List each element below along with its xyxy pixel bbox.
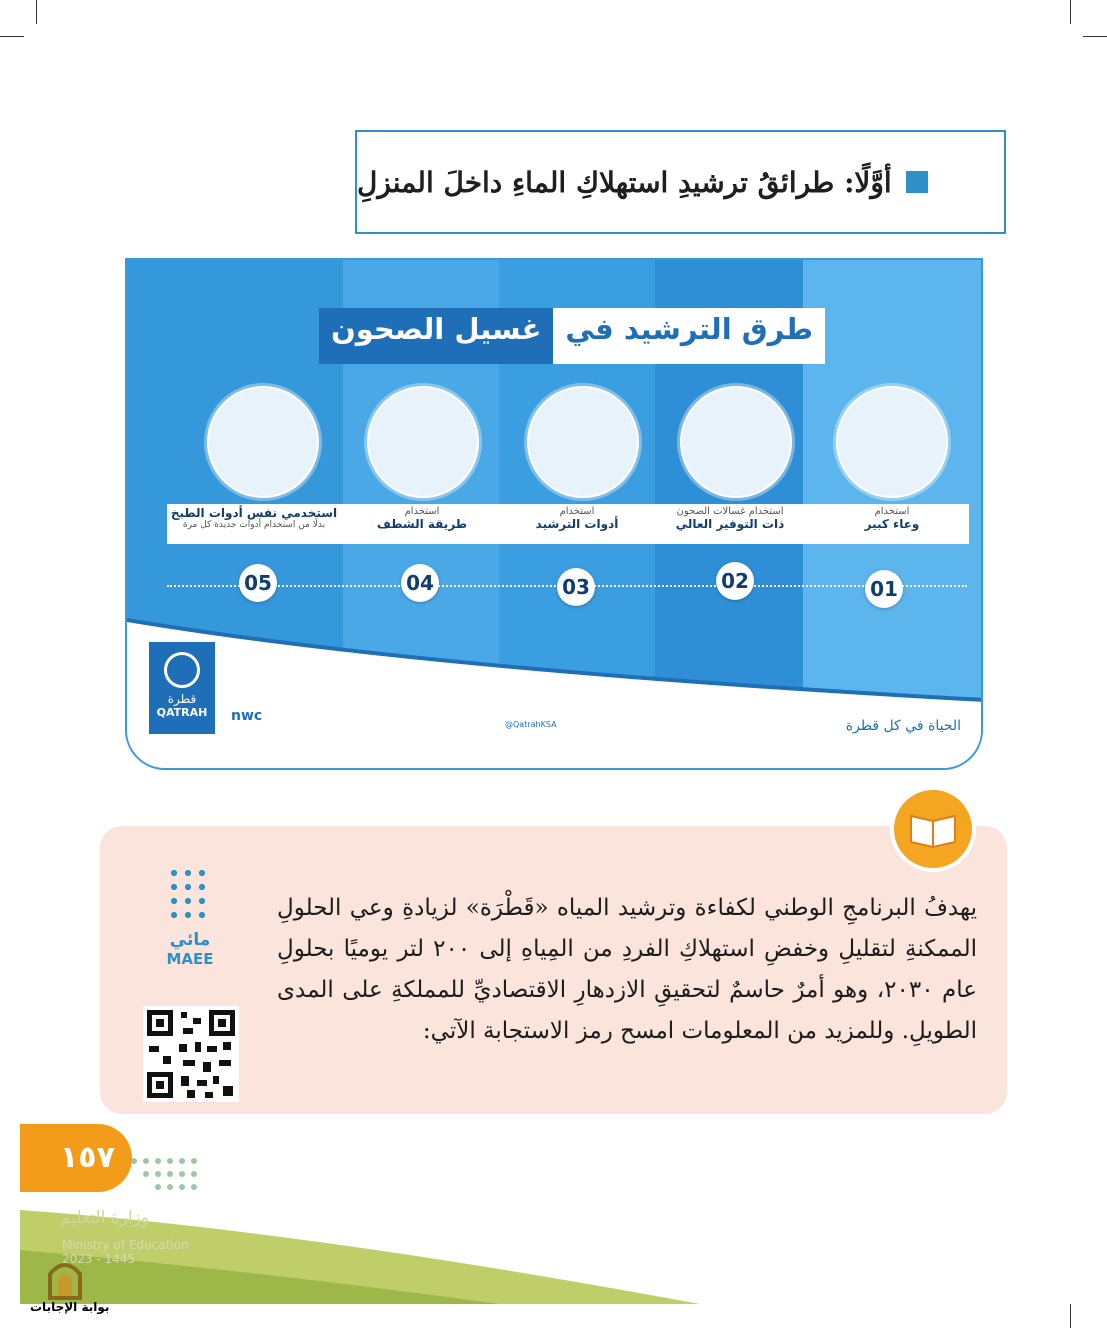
step-number: 03 <box>557 568 595 606</box>
maee-logo-ar: مائي <box>169 930 211 950</box>
step-label-line1: استخدام <box>874 506 910 517</box>
rinse-basin-icon <box>367 386 479 498</box>
wave-shape <box>127 590 983 770</box>
ministry-name-en-text: Ministry of Education <box>62 1238 189 1252</box>
step-label-line2: وعاء كبير <box>864 517 920 531</box>
infographic-title-part2: غسيل الصحون <box>319 308 553 364</box>
step-label-line2: طريقة الشطف <box>376 517 468 531</box>
qatrah-logo-ar: قطرة <box>167 692 197 706</box>
crop-mark <box>1070 0 1071 24</box>
step-label <box>655 506 805 531</box>
maee-emblem-icon <box>167 866 213 926</box>
ministry-name-ar: وزارة التعليم <box>60 1208 149 1228</box>
nwc-logo: nwc <box>231 708 263 724</box>
step-label-line1: استخدام <box>559 506 595 517</box>
step-label <box>502 506 652 531</box>
infographic <box>125 258 983 770</box>
step-label <box>817 506 967 531</box>
maee-logo-en: MAEE <box>166 950 214 968</box>
page-number: ١٥٧ <box>60 1140 115 1175</box>
qatrah-logo <box>149 642 215 734</box>
section-heading-box <box>355 130 1006 234</box>
step-label <box>347 506 497 531</box>
bowl-icon <box>836 386 948 498</box>
note-paragraph: يهدفُ البرنامجِ الوطني لكفاءة وترشيد المياه «قَطْرَة» لزيادةِ وعي الحلولِ الممكنةِ لتقليلِ وخفضِ استهلاكِ الفردِ من المِياهِ إلى ٢٠٠ لتر يوميًا بحلولِ عام ٢٠٣٠، وهو أمرٌ حاسمٌ لتحقيقِ الازدهارِ الاقتصاديِّ للمملكةِ على المدى الطويلِ. وللمزيد من المعلومات امسح رمز الاستجابة الآتي: <box>277 895 977 1044</box>
step-label-line1: استخدام غسالات الصحون <box>676 506 784 517</box>
dishwasher-icon <box>680 386 792 498</box>
step-label-line1: استخدمي نفس أدوات الطبخ <box>170 506 338 520</box>
tagline: الحياة في كل قطرة <box>845 718 961 734</box>
infographic-title <box>319 308 825 364</box>
step-number: 02 <box>716 562 754 600</box>
book-icon <box>890 786 976 872</box>
step-number: 05 <box>239 564 277 602</box>
portal-logo-icon <box>44 1256 86 1300</box>
portal-name: بوابة الإجابات <box>30 1300 110 1314</box>
step-label-line2: ذات التوفير العالي <box>675 517 785 531</box>
maee-logo <box>148 866 232 968</box>
social-handle: @QatrahKSA <box>505 720 557 729</box>
qatrah-flower-icon <box>164 652 200 688</box>
cookware-reuse-icon <box>207 386 319 498</box>
infographic-title-part1: طرق الترشيد في <box>553 308 825 364</box>
crop-mark <box>0 36 24 37</box>
bullet-square-icon <box>906 171 928 193</box>
step-label <box>169 506 339 530</box>
faucet-icon <box>527 386 639 498</box>
step-label-line2: بدلًا من استخدام أدوات جديدة كل مرة <box>182 520 326 530</box>
qr-code[interactable] <box>143 1006 239 1102</box>
step-number: 04 <box>401 564 439 602</box>
edition-year: 2023 - 1445 <box>62 1252 136 1266</box>
qatrah-logo-en: QATRAH <box>156 706 208 719</box>
step-number: 01 <box>865 570 903 608</box>
crop-mark <box>1083 36 1107 37</box>
dots-pattern <box>64 1156 198 1196</box>
crop-mark <box>36 0 37 24</box>
section-heading: أوَّلًا: طرائقُ ترشيدِ استهلاكِ الماءِ داخلَ المنزلِ <box>357 165 892 199</box>
step-label-line2: أدوات الترشيد <box>535 517 619 531</box>
step-label-line1: استخدام <box>404 506 440 517</box>
